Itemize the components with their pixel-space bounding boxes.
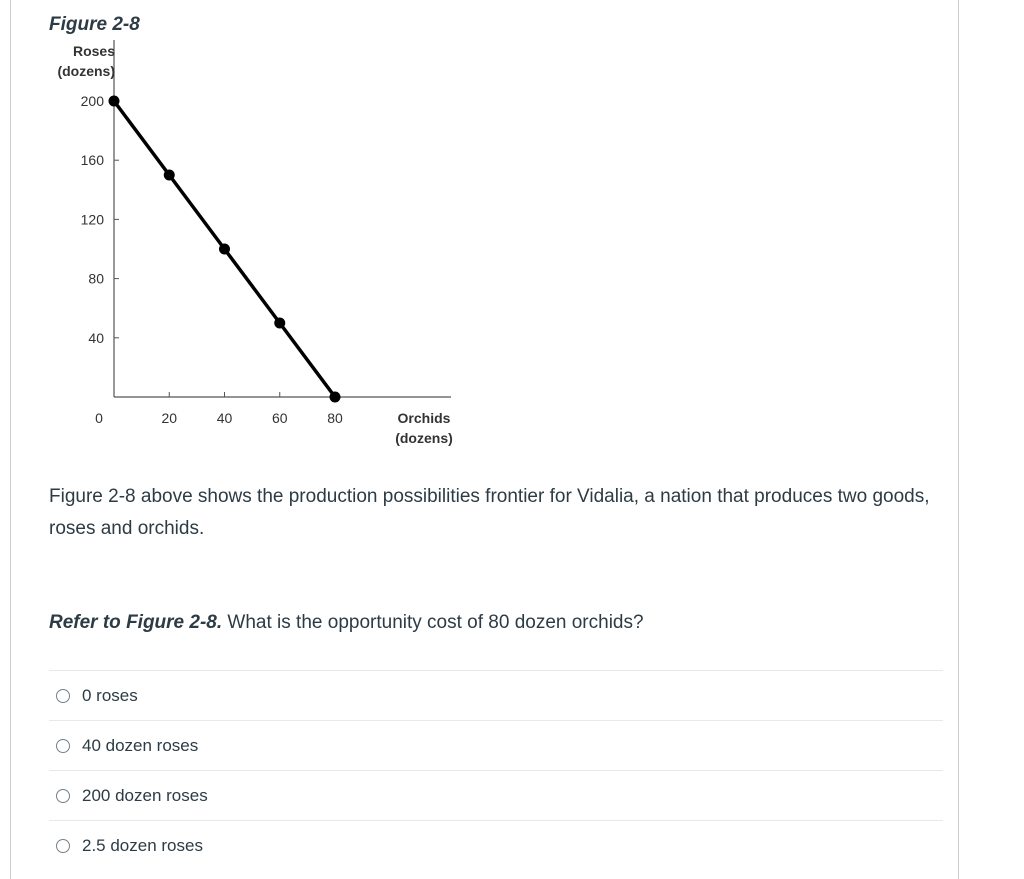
x-tick-label: 80 [327,410,343,426]
answer-option[interactable] [49,721,943,771]
ppf-point [219,244,230,255]
y-tick-label: 80 [88,270,104,287]
ppf-point [164,170,175,181]
x-tick-label: 40 [216,410,233,426]
x-tick-label: 0 [95,410,103,426]
question-reference: Refer to Figure 2-8. [49,612,223,633]
question-body: What is the opportunity cost of 80 dozen orchids? [222,612,644,633]
answer-option[interactable] [49,821,943,871]
y-axis-label-line2: (dozens) [57,63,115,79]
figure-title: Figure 2-8 [49,14,140,35]
answer-option[interactable] [49,771,943,821]
ppf-point [330,392,341,403]
radio-button[interactable] [56,789,70,803]
y-axis-label-line1: Roses [72,43,115,59]
x-tick-label: 20 [161,410,178,426]
y-tick-label: 40 [88,329,104,346]
figure-description: Figure 2-8 above shows the production possibilities frontier for Vidalia, a nation that produces two goods, roses and orchids. [49,486,930,539]
radio-button[interactable] [56,689,70,703]
ppf-point [109,96,120,107]
question-text [49,608,949,638]
question-card [10,0,959,879]
ppf-chart [11,0,471,460]
x-axis-label-line2: (dozens) [395,430,453,446]
answer-label: 40 dozen roses [82,735,199,755]
answer-list [49,670,943,871]
answer-label: 0 roses [82,685,138,705]
answer-label: 2.5 dozen roses [82,836,203,855]
radio-button[interactable] [56,739,70,753]
x-tick-label: 60 [271,410,288,426]
answer-option[interactable] [49,671,943,721]
y-tick-label: 120 [80,211,104,228]
chart-axes [114,40,451,397]
radio-button[interactable] [56,839,70,853]
chart-ticks [81,93,343,426]
y-tick-label: 160 [80,152,104,169]
ppf-point [274,318,285,329]
x-axis-label-line1: Orchids [397,410,451,426]
answer-label: 200 dozen roses [82,785,208,805]
y-tick-label: 200 [80,93,104,109]
